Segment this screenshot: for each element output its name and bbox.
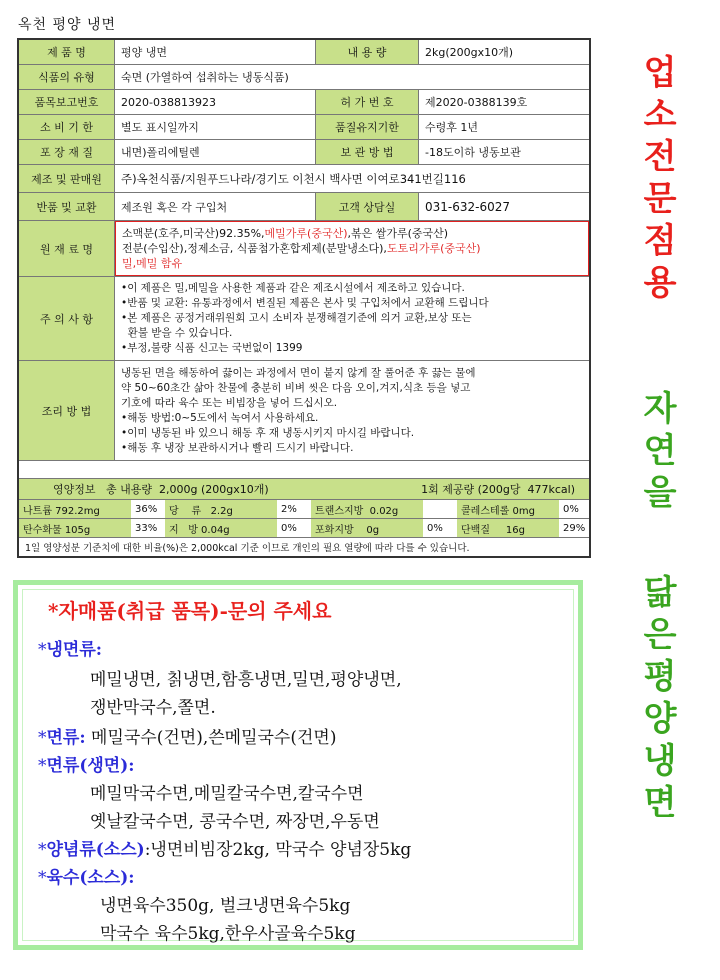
caution-line: •부정,불량 식품 신고는 국번없이 1399: [121, 342, 303, 354]
cs-label: 고객 상담실: [315, 193, 419, 220]
category-label: 육수(소스):: [46, 868, 135, 888]
nutrient-name: 트랜스지방 0.02g: [311, 500, 423, 518]
category-items: 메밀냉면, 칡냉면,함흥냉면,밀면,평양냉면,: [90, 670, 402, 690]
slogan-char: 자: [643, 389, 677, 429]
nutrient-pct: 0%: [563, 503, 579, 515]
slogan-char: 연: [643, 431, 677, 471]
slogan-char: 용: [643, 263, 677, 303]
ingredients-part: 소맥분(호주,미국산)92.35%,: [122, 227, 265, 240]
caution-line: •이 제품은 밀,메밀을 사용한 제품과 같은 제조시설에서 제조하고 있습니다.: [121, 282, 465, 294]
page-title: 옥천 평양 냉면: [18, 17, 117, 33]
nutrient-name: 포화지방 0g: [311, 519, 423, 537]
sister-products-panel: [13, 580, 583, 950]
asterisk: *: [38, 868, 47, 888]
cook-line: •해동 방법:0~5도에서 녹여서 사용하세요.: [121, 411, 319, 424]
nutrient-name: 지 방 0.04g: [165, 519, 277, 537]
slogan-char: 전: [643, 137, 677, 177]
side-slogan-green-1: [630, 388, 690, 514]
type-value: 숙면 (가열하여 섭취하는 냉동식품): [121, 71, 289, 84]
asterisk: *: [38, 728, 47, 748]
nutrient-pct: 0%: [427, 522, 443, 534]
nutrition-footnote: 1일 영양성분 기준치에 대한 비율(%)은 2,000kcal 기준 이므로 개인의 필요 열량에 따라 다를 수 있습니다.: [25, 543, 470, 554]
slogan-char: 면: [643, 783, 677, 823]
nutrient-pct: 36%: [135, 503, 158, 515]
asterisk: *: [38, 640, 47, 660]
cook-line: 약 50~60초간 삶아 찬물에 충분히 비벼 씻은 다음 오이,겨지,식초 등을 넣고: [121, 381, 471, 394]
category-items: 옛날칼국수면, 콩국수면, 짜장면,우동면: [90, 812, 380, 832]
category-line: [38, 635, 102, 660]
package-label: 포 장 재 질: [19, 140, 115, 164]
nutrient-pct: 29%: [563, 522, 586, 534]
slogan-char: 냉: [643, 741, 677, 781]
asterisk: *: [38, 756, 47, 776]
category-items: 냉면육수350g, 벌크냉면육수5kg: [100, 896, 351, 916]
nutrition-total: 영양정보 총 내용량 2,000g (200gx10개): [53, 483, 269, 496]
category-label: 양념류(소스): [46, 840, 145, 860]
product-spec-table: [17, 38, 591, 558]
package-value: 내면)폴리에틸렌: [121, 146, 200, 159]
expiry-value: 별도 표시일까지: [121, 121, 199, 134]
type-label: 식품의 유형: [19, 65, 115, 89]
category-items: :냉면비빔장2kg, 막국수 양념장5kg: [144, 840, 412, 860]
permit-label: 허 가 번 호: [315, 90, 419, 114]
category-items: 막국수 육수5kg,한우사골육수5kg: [100, 924, 356, 944]
ingredients-allergen: 도토리가루(중국산): [386, 242, 481, 255]
nutrient-name: 나트륨 792.2mg: [19, 500, 131, 518]
report-value: 2020-038813923: [121, 95, 216, 109]
slogan-char: 양: [643, 699, 677, 739]
category-items: 메밀막국수면,메밀칼국수면,칼국수면: [90, 784, 364, 804]
nutrient-name: 단백질 16g: [457, 519, 559, 537]
slogan-char: 을: [643, 473, 677, 513]
return-label: 반품 및 교환: [19, 193, 115, 220]
storage-value: -18도이하 냉동보관: [425, 146, 521, 159]
ingredients-part: ,볶은 쌀가루(중국산): [347, 227, 449, 240]
storage-label: 보 관 방 법: [315, 140, 419, 164]
category-line: [38, 751, 135, 776]
slogan-char: 점: [643, 221, 677, 261]
quality-value: 수령후 1년: [425, 121, 478, 134]
caution-value: [115, 277, 589, 360]
product-name-label: 제 품 명: [19, 40, 115, 64]
ingredients-label: 원 재 료 명: [19, 221, 115, 276]
cook-value: [115, 361, 589, 460]
content-label: 내 용 량: [315, 40, 419, 64]
nutrient-pct: 2%: [281, 503, 297, 515]
side-slogan-green-2: [630, 572, 690, 824]
category-label: 면류(생면):: [46, 756, 135, 776]
permit-value: 제2020-0388139호: [425, 96, 528, 109]
slogan-char: 평: [643, 657, 677, 697]
nutrition-header: [19, 479, 589, 500]
nutrition-row: [19, 500, 589, 519]
report-label: 품목보고번호: [19, 90, 115, 114]
cook-line: 기호에 따라 육수 또는 비빔장을 넣어 드십시오.: [121, 396, 338, 409]
category-items: 쟁반막국수,쫄면.: [90, 698, 216, 718]
nutrient-pct: [423, 500, 457, 518]
cook-line: 냉동된 면을 해동하여 끓이는 과정에서 면이 붙지 않게 잘 풀어준 후 끓는 물에: [121, 366, 476, 379]
nutrient-name: 당 류 2.2g: [165, 500, 277, 518]
ingredients-value: [115, 221, 589, 276]
cs-phone: 031-632-6027: [425, 199, 511, 214]
slogan-char: 업: [643, 53, 677, 93]
slogan-char: 문: [643, 179, 677, 219]
caution-line: •본 제품은 공정거래위원회 고시 소비자 분쟁해결기준에 의거 교환,보상 또는: [121, 312, 472, 324]
category-line: [38, 863, 135, 888]
category-line: [38, 723, 336, 748]
caution-line: 환불 받을 수 있습니다.: [121, 327, 233, 339]
product-name-value: 평양 냉면: [121, 46, 168, 59]
maker-label: 제조 및 판매원: [19, 165, 115, 192]
allergen-note: 밀,메밀 함유: [122, 257, 183, 270]
slogan-char: 닮: [643, 573, 677, 613]
quality-label: 품질유지기한: [315, 115, 419, 139]
expiry-label: 소 비 기 한: [19, 115, 115, 139]
ingredients-line-1: [122, 226, 448, 241]
side-slogan-red: [630, 52, 690, 304]
slogan-char: 소: [643, 95, 677, 135]
nutrient-pct: 33%: [135, 522, 158, 534]
cook-label: 조리 방 법: [19, 361, 115, 460]
ingredients-line-2: [122, 241, 481, 256]
nutrition-serving: 1회 제공량 (200g당 477kcal): [421, 483, 575, 496]
return-value: 제조원 혹은 각 구입처: [121, 200, 228, 214]
caution-label: 주 의 사 항: [19, 277, 115, 360]
category-items: 메밀국수(건면),쓴메밀국수(건면): [85, 728, 337, 748]
nutrient-pct: 0%: [281, 522, 297, 534]
sister-products-title: *자매품(취급 품목)-문의 주세요: [48, 599, 332, 623]
ingredients-line-3: [122, 256, 182, 271]
nutrition-row: [19, 519, 589, 538]
category-label: 면류:: [46, 728, 86, 748]
ingredients-part: 전분(수입산),정제소금, 식품첨가혼합제제(분말냉소다),: [122, 242, 387, 255]
category-label: 냉면류:: [46, 640, 103, 660]
content-value: 2kg(200gx10개): [425, 46, 514, 59]
caution-line: •반품 및 교환: 유통과정에서 변질된 제품은 본사 및 구입처에서 교환해 드립니다: [121, 297, 489, 309]
nutrient-name: 탄수화물 105g: [19, 519, 131, 537]
slogan-char: 은: [643, 615, 677, 655]
category-line: [38, 835, 411, 860]
maker-value: 주)옥천식품/지원푸드나라/경기도 이천시 백사면 이여로341번길116: [121, 171, 466, 186]
cook-line: •해동 후 냉장 보관하시거나 빨리 드시기 바랍니다.: [121, 441, 354, 454]
ingredients-allergen: 메밀가루(중국산): [264, 227, 348, 240]
cook-line: •이미 냉동된 바 있으니 해동 후 재 냉동시키지 마시길 바랍니다.: [121, 426, 415, 439]
nutrient-name: 콜레스테롤 0mg: [457, 500, 559, 518]
asterisk: *: [38, 840, 47, 860]
